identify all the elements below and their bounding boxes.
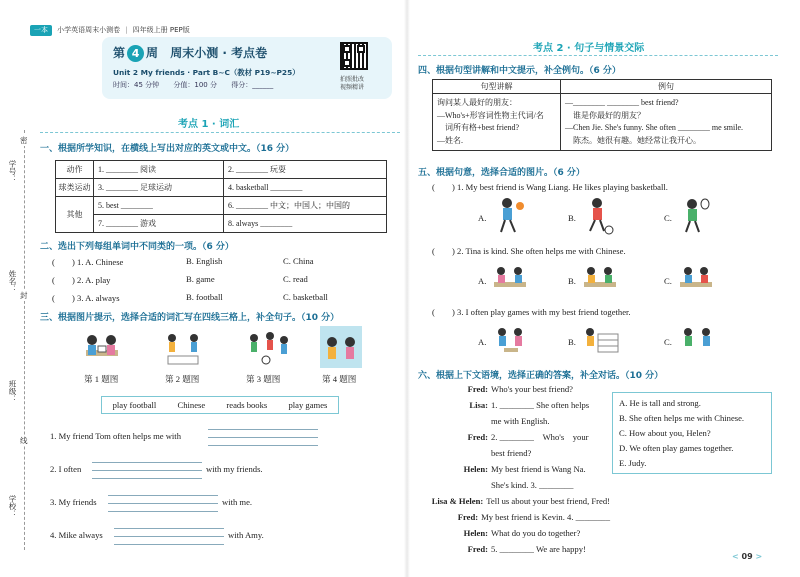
section1-title: 一、根据所学知识，在横线上写出对应的英文或中文。（16 分） — [40, 144, 295, 154]
option-a: A. He is tall and strong. — [619, 398, 701, 408]
page-fold — [404, 0, 410, 577]
cat-actions: 动作 — [56, 161, 94, 179]
s3-caption-2: 第 2 题图 — [165, 374, 200, 384]
s5-q2[interactable]: ( ) 2. Tina is kind. She often helps me with Chinese. — [432, 246, 626, 256]
s5-q1-picture-b[interactable] — [582, 196, 616, 236]
page-number: < 09 > — [732, 552, 763, 561]
s3-sentence-1: 1. My friend Tom often helps me with — [50, 431, 181, 441]
s5-q2-label-a: A. — [478, 276, 487, 286]
s2-q1-c[interactable]: C. China — [283, 256, 314, 266]
sentence-pattern-table — [432, 79, 772, 151]
s5-q2-picture-b[interactable] — [580, 262, 620, 294]
s3-picture-3 — [244, 328, 292, 368]
s2-q2-c[interactable]: C. read — [283, 274, 308, 284]
section4-title: 四、根据句型讲解和中文提示，补全例句。（6 分） — [418, 66, 621, 76]
dialog-line[interactable]: Fred: 5. ________ We are happy! — [467, 544, 586, 554]
example-head: 例句 — [561, 80, 772, 94]
score-label: 分值：100 分 — [173, 81, 217, 89]
word-option-2: Chinese — [177, 400, 206, 410]
pattern-explanation: 询问某人最好的朋友： —Who's+形容词性物主代词/名 词所有格+best friend? —姓名. — [433, 94, 561, 151]
series-name: 小学英语周末小测卷 — [57, 26, 121, 34]
dialog-line: Helen: My best friend is Wang Na. — [463, 464, 586, 474]
dialog-options — [612, 392, 772, 474]
dialog-line[interactable]: Fred: 2. ________ Who's your — [467, 432, 589, 442]
section6-title: 六、根据上下文语境，选择正确的答案，补全对话。（10 分） — [418, 371, 664, 381]
s3-sentence-3-post: with me. — [222, 497, 253, 507]
dialog-line: best friend? — [491, 448, 532, 458]
series-badge: 一本 — [30, 25, 52, 36]
side-school-label: 学校： — [8, 495, 17, 518]
s5-q1-picture-a[interactable] — [492, 196, 526, 236]
option-b: B. She often helps me with Chinese. — [619, 413, 745, 423]
s2-q1[interactable]: ( ) 1. A. Chinese — [52, 257, 124, 267]
point1-title: 考点 1 · 词汇 — [178, 119, 240, 130]
dialog-line: Lisa & Helen: Tell us about your best friend, Fred! — [431, 496, 610, 506]
section3-title: 三、根据图片提示，选择合适的词汇写在四线三格上，补全句子。（10 分） — [40, 313, 340, 323]
cat-ball-sports: 球类运动 — [56, 179, 94, 197]
cat-others: 其他 — [56, 197, 94, 233]
s5-q1-label-c: C. — [664, 213, 672, 223]
s5-q2-label-c: C. — [664, 276, 672, 286]
s3-writing-lines-2[interactable] — [92, 455, 202, 479]
point1-rule — [40, 132, 400, 133]
week-title: 第 4 周 周末小测 · 考点卷 — [113, 46, 268, 60]
s2-q3-b[interactable]: B. football — [186, 292, 223, 302]
dialog-line[interactable]: Lisa: 1. ________ She often helps — [469, 400, 590, 410]
s5-q2-picture-a[interactable] — [490, 262, 530, 294]
section2-title: 二、选出下列每组单词中不同类的一项。（6 分） — [40, 242, 234, 252]
word-bank — [101, 396, 339, 414]
s5-q1[interactable]: ( ) 1. My best friend is Wang Liang. He likes playing basketball. — [432, 182, 668, 192]
dialog-line[interactable]: Fred: My best friend is Kevin. 4. ________ — [457, 512, 610, 522]
option-e: E. Judy. — [619, 458, 647, 468]
s5-q1-label-b: B. — [568, 213, 576, 223]
pattern-head: 句型讲解 — [433, 80, 561, 94]
dialog-line[interactable]: She's kind. 3. ________ — [491, 480, 574, 490]
vocab-cell-4[interactable]: 4. basketball ________ — [224, 179, 387, 197]
vocab-cell-2[interactable]: 2. ________ 玩耍 — [224, 161, 387, 179]
s5-q2-label-b: B. — [568, 276, 576, 286]
s5-q3-label-c: C. — [664, 337, 672, 347]
vocab-cell-5[interactable]: 5. best ________ — [94, 197, 224, 215]
s5-q3-label-a: A. — [478, 337, 487, 347]
binding-line — [24, 130, 25, 550]
header-strip: 一本 小学英语周末小测卷 | 四年级上册 PEP版 — [30, 17, 230, 29]
s3-picture-4 — [320, 326, 362, 368]
s3-writing-lines-4[interactable] — [114, 521, 224, 545]
s3-sentence-4-post: with Amy. — [228, 530, 264, 540]
s2-q2-b[interactable]: B. game — [186, 274, 215, 284]
s3-picture-1 — [78, 328, 126, 368]
vocab-cell-7[interactable]: 7. ________ 游戏 — [94, 215, 224, 233]
side-class-label: 班级： — [8, 380, 17, 403]
s3-sentence-3: 3. My friends — [50, 497, 97, 507]
week-number: 4 — [127, 45, 144, 62]
meta-line — [113, 80, 273, 90]
word-option-3: reads books — [226, 400, 268, 410]
dialog-line: me with English. — [491, 416, 550, 426]
point2-rule — [418, 55, 778, 56]
point2-title: 考点 2 · 句子与情景交际 — [533, 43, 645, 54]
s3-caption-4: 第 4 题图 — [322, 374, 357, 384]
s5-q3-label-b: B. — [568, 337, 576, 347]
side-name-label: 姓名： — [8, 270, 17, 293]
s3-caption-3: 第 3 题图 — [246, 374, 281, 384]
s3-picture-2 — [160, 328, 208, 368]
mark-label: 得分：______ — [231, 81, 274, 89]
vocab-cell-3[interactable]: 3. ________ 足球运动 — [94, 179, 224, 197]
s5-q3-picture-a[interactable] — [490, 322, 532, 356]
s3-writing-lines-3[interactable] — [108, 488, 218, 512]
s3-sentence-4: 4. Mike always — [50, 530, 103, 540]
s2-q3-c[interactable]: C. basketball — [283, 292, 328, 302]
side-seal: 封 — [20, 291, 28, 300]
word-option-1: play football — [112, 400, 157, 410]
qr-code[interactable] — [340, 42, 368, 70]
s5-q3[interactable]: ( ) 3. I often play games with my best friend together. — [432, 307, 631, 317]
s5-q1-label-a: A. — [478, 213, 487, 223]
s5-q3-picture-c[interactable] — [676, 322, 718, 356]
side-id-label: 学号： — [8, 160, 17, 183]
s5-q2-picture-c[interactable] — [676, 262, 716, 294]
qr-caption-2: 视频精讲 — [340, 84, 365, 91]
vocab-table — [55, 160, 387, 233]
s3-caption-1: 第 1 题图 — [84, 374, 119, 384]
side-secret: 密 — [20, 136, 28, 145]
vocab-cell-1[interactable]: 1. ________ 阅读 — [94, 161, 224, 179]
s2-q2[interactable]: ( ) 2. A. play — [52, 275, 111, 285]
option-d: D. We often play games together. — [619, 443, 734, 453]
page-title: 周末小测 · 考点卷 — [170, 46, 268, 60]
s5-q1-picture-c[interactable] — [678, 196, 712, 236]
dialog — [420, 381, 610, 557]
section5-title: 五、根据句意，选择合适的图片。（6 分） — [418, 168, 585, 178]
qr-caption-1: 拍照批改 — [340, 76, 365, 83]
vocab-cell-6[interactable]: 6. ________ 中文；中国人；中国的 — [224, 197, 387, 215]
grade-label: 四年级上册 PEP版 — [132, 26, 190, 34]
s3-sentence-2-post: with my friends. — [206, 464, 263, 474]
example-sentences[interactable]: —________ ________ best friend? 谁是你最好的朋友？ —Chen Jie. She's funny. She often ________ me smile. 陈杰。她很有趣。她经常让我开心。 — [561, 94, 772, 151]
word-option-4: play games — [288, 400, 328, 410]
s2-q1-b[interactable]: B. English — [186, 256, 223, 266]
s3-sentence-2: 2. I often — [50, 464, 82, 474]
s2-q3[interactable]: ( ) 3. A. always — [52, 293, 120, 303]
option-c: C. How about you, Helen? — [619, 428, 711, 438]
side-line: 线 — [20, 436, 28, 445]
dialog-line: Fred: Who's your best friend? — [467, 384, 573, 394]
s3-writing-lines-1[interactable] — [208, 422, 318, 446]
vocab-cell-8[interactable]: 8. always ________ — [224, 215, 387, 233]
s5-q3-picture-b[interactable] — [580, 322, 622, 356]
dialog-line: Helen: What do you do together? — [463, 528, 581, 538]
time-label: 时间：45 分钟 — [113, 81, 160, 89]
unit-line: Unit 2 My friends · Part B~C（教材 P19~P25） — [113, 68, 300, 77]
